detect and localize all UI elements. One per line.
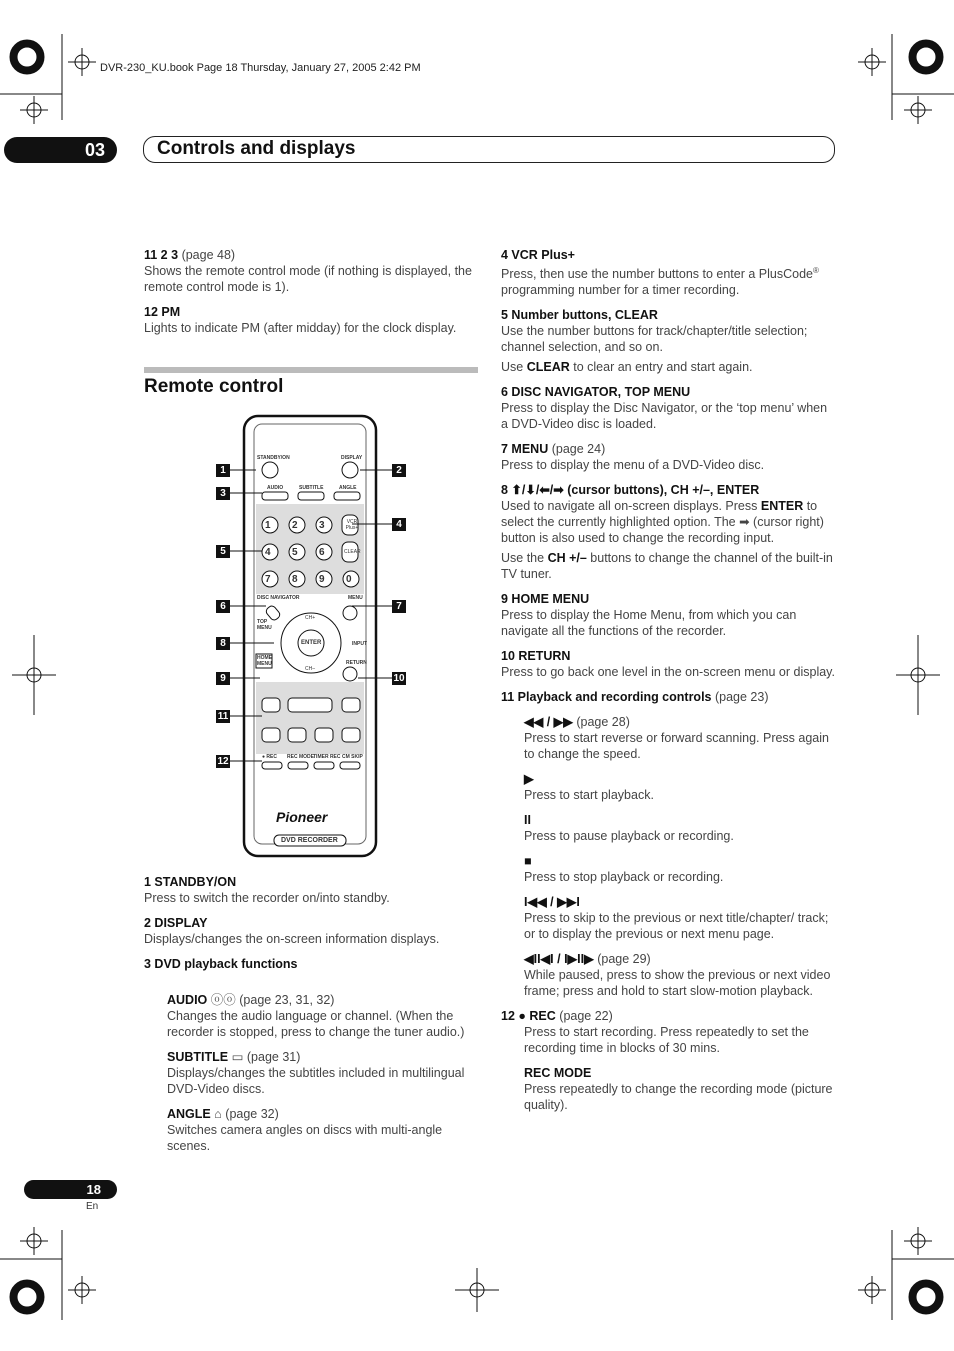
remote-label-disc-nav: DISC NAVIGATOR (257, 595, 300, 601)
angle-text: Switches camera angles on discs with multi-angle scenes. (167, 1123, 443, 1153)
slow-text: While paused, press to show the previous or next video frame; press and hold to start slow-motion playback. (524, 968, 831, 999)
remote-key-2[interactable]: 2 (292, 520, 298, 531)
section-rule (144, 367, 478, 373)
item-2-head: 2 DISPLAY (144, 916, 208, 930)
callout-9: 9 (216, 672, 230, 685)
subtitle-icon: ▭ (231, 1050, 244, 1064)
remote-label-rec-mode: REC MODE (287, 754, 314, 760)
remote-label-audio: AUDIO (267, 485, 284, 491)
callout-6: 6 (216, 600, 230, 613)
remote-label-standby: STANDBY/ON (257, 455, 290, 461)
remote-label-vcr: VCR Plus+ (345, 519, 359, 531)
item-5-clear: CLEAR (526, 360, 570, 375)
item-6-text: Press to display the Disc Navigator, or the ‘top menu’ when a DVD-Video disc is loaded. (501, 401, 828, 432)
item-1-head: 1 STANDBY/ON (144, 875, 237, 889)
item-7-head: 7 MENU (501, 442, 549, 457)
item-12-head-right: 12 ● REC (501, 1009, 556, 1024)
page-number: 18 (24, 1180, 117, 1199)
left-top-items (144, 247, 484, 336)
remote-label-enter: ENTER (301, 640, 322, 646)
remote-key-5[interactable]: 5 (292, 547, 298, 558)
item-7-ref: (page 24) (551, 442, 606, 457)
remote-label-clear: CLEAR (344, 549, 361, 555)
item-5-text2: to clear an entry and start again. (569, 360, 753, 375)
item-11-head: 11 2 3 (144, 248, 179, 262)
callout-2: 2 (392, 464, 406, 477)
item-6-head: 6 DISC NAVIGATOR, TOP MENU (501, 385, 691, 400)
remote-label-model: DVD RECORDER (281, 837, 338, 844)
remote-label-ch-plus: CH+ (305, 615, 316, 621)
item-11-ref-right: (page 23) (714, 690, 769, 705)
item-12-head: 12 PM (144, 305, 181, 319)
slow-head: ◀II◀I / I▶II▶ (524, 952, 594, 967)
registered-mark: ® (813, 266, 819, 275)
item-5-text: Use the number buttons for track/chapter/title selection; channel selection, and so on. (501, 324, 808, 355)
remote-label-ch-minus: CH– (305, 666, 316, 672)
callout-11: 11 (217, 711, 229, 722)
pause-head: II (524, 813, 531, 828)
item-4-text1: Press, then use the number buttons to enter a PlusCode (501, 267, 813, 282)
item-8-text1: Used to navigate all on-screen displays. Press (501, 499, 761, 514)
chapter-title: Controls and displays (157, 138, 356, 159)
remote-key-8[interactable]: 8 (292, 574, 298, 585)
remote-key-4[interactable]: 4 (265, 547, 271, 558)
remote-key-6[interactable]: 6 (319, 547, 325, 558)
item-12-ref-right: (page 22) (559, 1009, 613, 1024)
remote-label-subtitle: SUBTITLE (299, 485, 324, 491)
item-11-text: Shows the remote control mode (if nothing is displayed, the remote control mode is 1). (144, 264, 472, 294)
remote-key-1[interactable]: 1 (265, 520, 271, 531)
audio-text: Changes the audio language or channel. (When the recorder is stopped, press to change the tuner audio.) (167, 1009, 465, 1039)
remote-key-3[interactable]: 3 (319, 520, 325, 531)
item-7-text: Press to display the menu of a DVD-Video disc. (501, 458, 765, 473)
play-head: ▶ (524, 772, 534, 787)
print-info: DVR-230_KU.book Page 18 Thursday, January 27, 2005 2:42 PM (100, 62, 421, 74)
audio-head: AUDIO (167, 993, 208, 1007)
callout-1: 1 (216, 464, 230, 477)
remote-key-0[interactable]: 0 (346, 574, 352, 585)
scan-text: Press to start reverse or forward scanning. Press again to change the speed. (524, 731, 829, 762)
item-8-text3a: Use the (501, 551, 548, 566)
item-2-text: Displays/changes the on-screen information displays. (144, 932, 440, 946)
item-8-head: 8 ⬆/⬇/⬅/➡ (cursor buttons), CH +/–, ENTER (501, 483, 760, 498)
skip-head: I◀◀ / ▶▶I (524, 895, 580, 910)
skip-text: Press to skip to the previous or next title/chapter/ track; or to display the previous or next menu page. (524, 911, 829, 942)
remote-label-timer-rec: TIMER REC (313, 754, 341, 760)
item-5-head: 5 Number buttons, CLEAR (501, 308, 658, 323)
remote-label-home-menu: HOME MENU (257, 655, 272, 667)
angle-icon: ⌂ (214, 1107, 222, 1121)
remote-label-menu: MENU (348, 595, 363, 601)
subtitle-head: SUBTITLE (167, 1050, 229, 1064)
remote-label-cm-skip: CM SKIP (342, 754, 363, 760)
language-code: En (86, 1201, 99, 1212)
item-10-head: 10 RETURN (501, 649, 571, 664)
callout-12: 12 (217, 756, 229, 767)
scan-head: ◀◀ / ▶▶ (524, 715, 573, 730)
angle-head: ANGLE (167, 1107, 211, 1121)
remote-label-angle: ANGLE (339, 485, 357, 491)
callout-3: 3 (216, 487, 230, 500)
right-items (501, 247, 837, 1113)
item-4-text2: programming number for a timer recording. (501, 283, 740, 298)
item-11-ref: (page 48) (181, 248, 236, 262)
item-8-enter: ENTER (760, 499, 804, 514)
callout-lines (228, 460, 396, 770)
remote-label-rec: ● REC (262, 754, 277, 760)
item-9-text: Press to display the Home Menu, from which you can navigate all the functions of the recorder. (501, 608, 797, 639)
audio-icon: ⓞⓞ (210, 993, 236, 1007)
item-11-head-right: 11 Playback and recording controls (501, 690, 712, 705)
stop-text: Press to stop playback or recording. (524, 870, 724, 885)
chapter-number: 03 (4, 137, 117, 163)
callout-5: 5 (216, 545, 230, 558)
callout-8: 8 (216, 637, 230, 650)
callout-10: 10 (393, 673, 405, 684)
callout-4: 4 (392, 518, 406, 531)
subtitle-text: Displays/changes the subtitles included in multilingual DVD-Video discs. (167, 1066, 465, 1096)
section-title: Remote control (144, 376, 284, 397)
remote-label-return: RETURN (346, 660, 367, 666)
item-12-text-right: Press to start recording. Press repeatedly to set the recording time in blocks of 30 mins. (524, 1025, 809, 1056)
remote-label-input: INPUT (352, 641, 367, 647)
play-text: Press to start playback. (524, 788, 654, 803)
item-3-head: 3 DVD playback functions (144, 957, 298, 971)
item-5-use: Use (501, 360, 527, 375)
subtitle-ref: (page 31) (246, 1050, 301, 1064)
item-12-text: Lights to indicate PM (after midday) for the clock display. (144, 321, 457, 335)
pause-text: Press to pause playback or recording. (524, 829, 734, 844)
rec-mode-text: Press repeatedly to change the recording mode (picture quality). (524, 1082, 833, 1113)
remote-label-display: DISPLAY (341, 455, 363, 461)
left-items (144, 874, 484, 1154)
scan-ref: (page 28) (576, 715, 630, 730)
angle-ref: (page 32) (225, 1107, 279, 1121)
item-8-text2: to select the currently highlighted option. The ➡ (cursor right) button is also used to change the recording input. (501, 499, 824, 546)
rec-mode-head: REC MODE (524, 1066, 592, 1081)
remote-key-9[interactable]: 9 (319, 574, 325, 585)
item-1-text: Press to switch the recorder on/into standby. (144, 891, 390, 905)
callout-7: 7 (392, 600, 406, 613)
stop-head: ■ (524, 854, 532, 869)
item-8-text3b: buttons to change the channel of the built-in TV tuner. (501, 551, 833, 582)
remote-label-top-menu: TOP MENU (257, 619, 272, 631)
item-9-head: 9 HOME MENU (501, 592, 590, 607)
slow-ref: (page 29) (597, 952, 651, 967)
brand-logo: Pioneer (276, 809, 328, 825)
remote-key-7[interactable]: 7 (265, 574, 271, 585)
audio-ref: (page 23, 31, 32) (239, 993, 335, 1007)
item-4-head: 4 VCR Plus+ (501, 248, 575, 262)
item-10-text: Press to go back one level in the on-screen menu or display. (501, 665, 835, 680)
item-8-ch: CH +/– (547, 551, 587, 566)
